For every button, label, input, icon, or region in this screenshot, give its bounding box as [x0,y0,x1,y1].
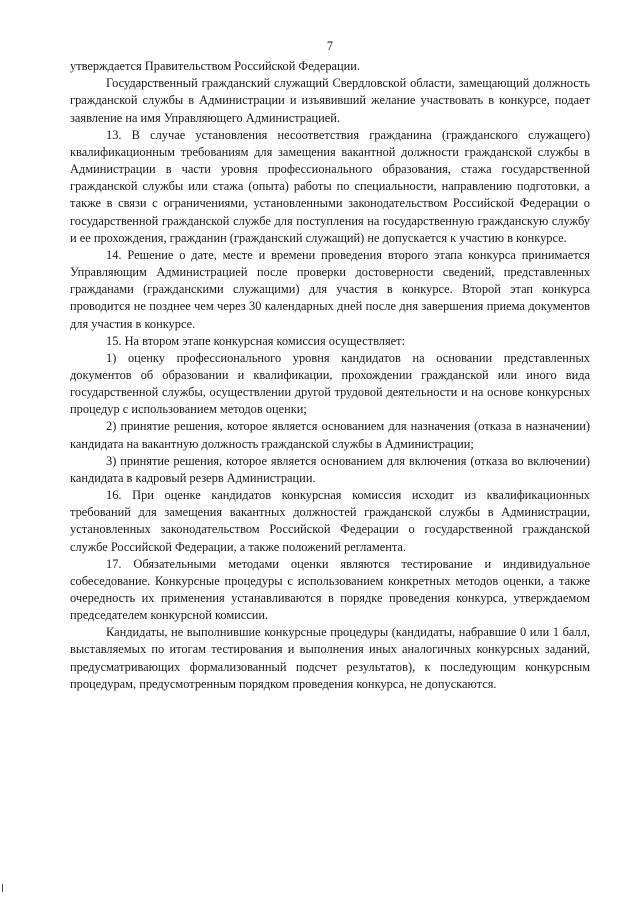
paragraph-17: 17. Обязательными методами оценки являются тестирование и индивидуальное собеседование. Конкурсные процедуры с использованием конкретных методов оценки, а также очередность их применения устанавливаются в порядке проведения конкурса, утверждаемом председателем конкурсной комиссии. [70,556,590,623]
page-number: 7 [326,39,334,53]
paragraph-continuation: утверждается Правительством Российской Федерации. [70,59,361,74]
paragraph-15: 15. На втором этапе конкурсная комиссия осуществляет: [106,333,406,348]
scan-mark [2,884,3,892]
paragraph-13: 13. В случае установления несоответствия гражданина (гражданского служащего) квалификационным требованиям для замещения вакантной должности гражданской службы в Администрации в части уровня профессионального образования, стажа государственной гражданской службы или стажа (опыта) работы по специальности, направлению подготовки, а также в связи с ограничениями, установленными законодательством Российской Федерации о государственной гражданской службе для поступления на государственную гражданскую службу и ее прохождения, гражданин (гражданский служащий) не допускается к участию в конкурсе. [70,127,590,245]
paragraph-16: 16. При оценке кандидатов конкурсная комиссия исходит из квалификационных требований для замещения вакантных должностей гражданской службы в Администрации, установленных законодательством Российской Федерации о государственной гражданской службе Российской Федерации, а также положений регламента. [70,488,590,554]
paragraph-candidates: Кандидаты, не выполнившие конкурсные процедуры (кандидаты, набравшие 0 или 1 балл, выставляемых по итогам тестирования и выполнения иных аналогичных конкурсных заданий, предусматривающих формализованный подсчет результатов), к последующим конкурсным процедурам, предусмотренным порядком проведения конкурса, не допускаются. [70,625,590,691]
paragraph-15-item-3: 3) принятие решения, которое является основанием для включения (отказа во включении) кандидата в кадровый резерв Администрации. [70,453,590,485]
paragraph-application: Государственный гражданский служащий Свердловской области, замещающий должность гражданской службы в Администрации и изъявивший желание участвовать в конкурсе, подает заявление на имя Управляющего Администрацией. [70,76,590,125]
paragraph-15-item-1: 1) оценку профессионального уровня кандидатов на основании представленных документов об образовании и квалификации, прохождении гражданской или иного вида государственной службы, осуществлении другой трудовой деятельности и на основе конкурсных процедур с использованием методов оценки; [70,350,590,417]
paragraph-15-item-2: 2) принятие решения, которое является основанием для назначения (отказа в назначении) кандидата на вакантную должность гражданской службы в Администрации; [70,419,590,451]
paragraph-14: 14. Решение о дате, месте и времени проведения второго этапа конкурса принимается Управляющим Администрацией после проверки достоверности сведений, представленных гражданами (гражданскими служащими) для участия в конкурсе. Второй этап конкурса проводится не позднее чем через 30 календарных дней после дня завершения приема документов для участия в конкурсе. [70,247,590,331]
document-page [70,38,590,693]
